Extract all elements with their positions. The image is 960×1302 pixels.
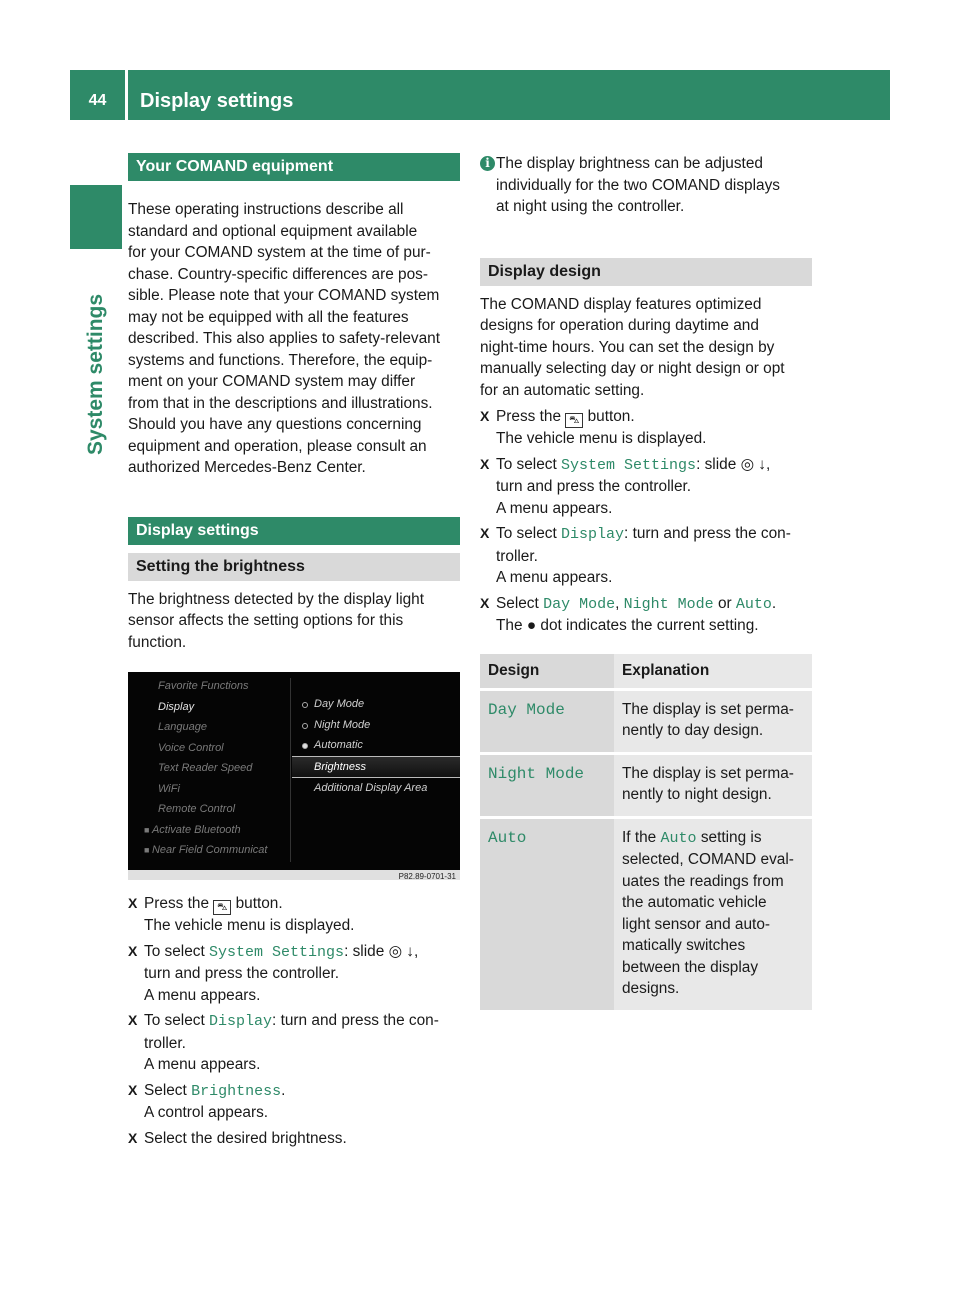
table-row: [480, 689, 812, 753]
cell-line: If the: [622, 828, 657, 846]
step: [128, 893, 460, 937]
text-line: night-time hours. You can set the design by: [480, 338, 775, 356]
menu-code: Night Mode: [623, 595, 714, 613]
design-mode: Night Mode: [488, 764, 585, 783]
table-header-row: [480, 654, 812, 690]
option-label: Automatic: [314, 739, 363, 751]
text-line: equipment and operation, please consult an: [128, 437, 427, 455]
menu-item: [128, 840, 290, 861]
menu-item: Remote Control: [158, 803, 236, 815]
step-text: To select: [144, 1012, 205, 1029]
menu-right: [292, 694, 460, 799]
step-text: : turn and press the con-: [624, 525, 791, 542]
step-arrow-icon: X: [128, 1012, 138, 1028]
menu-item: Favorite Functions: [158, 680, 249, 692]
slide-down-icon: ↓: [406, 942, 414, 960]
menu-left: [128, 676, 290, 861]
menu-code: System Settings: [209, 943, 345, 961]
option-label: Day Mode: [314, 698, 365, 710]
step-text: troller.: [144, 1034, 186, 1052]
step-text: troller.: [496, 547, 538, 565]
step-arrow-icon: X: [128, 895, 138, 911]
text-line: manually selecting day or night design or opt: [480, 360, 785, 377]
step-text: Select: [496, 594, 539, 612]
step-text: .: [281, 1081, 286, 1099]
info-icon: i: [480, 156, 495, 171]
header-divider: [125, 70, 128, 120]
step-arrow-icon: X: [128, 1129, 138, 1146]
cell-line: matically switches: [622, 937, 746, 954]
step-text: A control appears.: [144, 1104, 269, 1121]
step-arrow-icon: X: [480, 455, 490, 472]
step-text: A menu appears.: [496, 569, 613, 586]
menu-option-highlighted: Brightness: [292, 756, 460, 779]
car-icon: ⛍: [565, 413, 583, 428]
equipment-heading: Your COMAND equipment: [128, 153, 460, 181]
text-line: for an automatic setting.: [480, 381, 645, 399]
menu-option: Additional Display Area: [314, 782, 428, 794]
step: [480, 523, 812, 589]
step: [128, 1010, 460, 1076]
cell-line: nently to day design.: [622, 722, 764, 739]
table-cell: [614, 689, 812, 753]
option-label: Night Mode: [314, 718, 371, 731]
brightness-heading: Setting the brightness: [128, 553, 460, 581]
step-text: The vehicle menu is displayed.: [496, 430, 707, 447]
text-line: The display brightness can be adjusted: [496, 155, 763, 172]
text-line: standard and optional equipment available: [128, 222, 418, 240]
menu-code: System Settings: [561, 456, 697, 474]
menu-item-label: Near Field Communicat: [151, 844, 268, 856]
text-line: The COMAND display features optimized: [480, 295, 762, 313]
car-icon: ⛍: [213, 900, 231, 915]
cell-line: between the display: [622, 958, 759, 976]
side-tab-label: System settings: [84, 293, 107, 455]
menu-item: Voice Control: [158, 741, 224, 754]
menu-code: Auto: [660, 829, 697, 847]
step-text: A menu appears.: [144, 986, 261, 1004]
left-column: [128, 153, 460, 1149]
cell-line: setting is: [700, 828, 762, 846]
text-line: may not be equipped with all the features: [128, 308, 409, 326]
text-line: at night using the controller.: [496, 198, 685, 215]
page-number: 44: [88, 92, 107, 109]
table-cell: [480, 817, 614, 1011]
menu-option: [292, 715, 460, 736]
table-cell: [480, 689, 614, 753]
step-text: button.: [235, 895, 283, 912]
step-text: The vehicle menu is displayed.: [144, 917, 355, 934]
step: [128, 1080, 460, 1124]
menu-code: Display: [561, 526, 625, 543]
table-row: [480, 753, 812, 817]
cell-line: The display is set perma-: [622, 764, 794, 782]
step-text: To select: [496, 525, 557, 542]
page-title: Display settings: [140, 90, 294, 112]
step-arrow-icon: X: [128, 1081, 138, 1098]
step-arrow-icon: X: [480, 408, 490, 424]
text-line: chase. Country-specific differences are pos-: [128, 265, 428, 283]
step-arrow-icon: X: [480, 525, 490, 541]
radio-icon: [302, 702, 308, 708]
design-heading: Display design: [480, 258, 812, 286]
left-steps: [128, 893, 460, 1149]
controller-icon: ◎: [740, 455, 754, 473]
radio-icon: [302, 723, 308, 729]
step-arrow-icon: X: [480, 594, 490, 611]
cell-line: selected, COMAND eval-: [622, 851, 794, 868]
radio-selected-icon: [302, 743, 308, 749]
step: X To select System Settings: slide ◎ ↓, turn and press the controller. A menu appears.: [128, 942, 419, 1004]
step-text: Press the: [144, 895, 210, 912]
check-icon: ■: [144, 845, 152, 855]
step-arrow-icon: X: [128, 942, 138, 959]
cell-line: light sensor and auto-: [622, 915, 771, 933]
text-line: authorized Mercedes-Benz Center.: [128, 459, 366, 476]
menu-item: Language: [158, 721, 207, 733]
step-text: Select: [144, 1081, 187, 1099]
text-line: individually for the two COMAND displays: [496, 176, 780, 194]
text-line: function.: [128, 633, 187, 651]
step-text: turn and press the controller.: [496, 478, 692, 495]
display-settings-heading: Display settings: [128, 517, 460, 545]
text-line: from that in the descriptions and illustrations.: [128, 394, 433, 412]
right-column: [480, 153, 812, 1013]
menu-item-selected: Display: [158, 700, 195, 713]
design-table: [480, 654, 812, 1013]
table-row: [480, 817, 812, 1011]
slide-down-icon: ↓: [758, 455, 766, 473]
check-icon: ■: [144, 824, 152, 835]
menu-item: [128, 820, 290, 841]
step-text: A menu appears.: [144, 1056, 261, 1073]
design-mode: Auto: [488, 828, 527, 847]
menu-code: Brightness: [191, 1082, 282, 1100]
menu-option: [292, 735, 460, 756]
text-line: These operating instructions describe all: [128, 201, 404, 218]
step: [480, 406, 812, 450]
brightness-text: [128, 589, 460, 654]
text-line: Should you have any questions concerning: [128, 416, 422, 433]
right-steps: [480, 406, 812, 637]
step: [128, 1128, 460, 1150]
step-text: A menu appears.: [496, 499, 613, 517]
step-text: .: [771, 594, 777, 612]
equipment-text: [128, 199, 460, 479]
design-text: [480, 294, 812, 402]
step-text: : slide: [344, 942, 385, 960]
text-line: systems and functions. Therefore, the equip-: [128, 351, 433, 369]
step: [480, 593, 812, 637]
step-text: The: [496, 617, 523, 634]
table-header: Design: [480, 654, 614, 690]
step-text: : turn and press the con-: [272, 1012, 439, 1029]
step-text: Press the: [496, 408, 562, 425]
menu-item: Text Reader Speed: [158, 762, 253, 774]
step-text: To select: [496, 455, 557, 473]
cell-line: The display is set perma-: [622, 700, 794, 718]
step-text: or: [717, 594, 732, 612]
table-cell: [480, 753, 614, 817]
step-text: button.: [587, 408, 635, 425]
cell-line: nently to night design.: [622, 786, 772, 803]
cell-line: the automatic vehicle: [622, 894, 767, 911]
step-text: turn and press the controller.: [144, 965, 340, 982]
menu-code: Auto: [735, 595, 772, 613]
side-marker: [70, 185, 122, 249]
text-line: described. This also applies to safety-relevant: [128, 330, 440, 347]
text-line: sible. Please note that your COMAND system: [128, 287, 440, 304]
table-header: Explanation: [614, 654, 812, 690]
menu-item: WiFi: [158, 782, 180, 795]
step-text: dot indicates the current setting.: [540, 617, 759, 634]
comand-screenshot: [128, 672, 460, 880]
dot-icon: ●: [526, 617, 537, 634]
controller-icon: ◎: [388, 942, 402, 960]
menu-code: Display: [209, 1013, 273, 1030]
cell-line: uates the readings from: [622, 872, 784, 890]
text-line: designs for operation during daytime and: [480, 317, 759, 334]
text-line: ment on your COMAND system may differ: [128, 373, 416, 390]
step: X To select System Settings: slide ◎ ↓, turn and press the controller. A menu appears.: [480, 455, 771, 517]
menu-divider: [290, 678, 291, 862]
design-mode: Day Mode: [488, 700, 565, 719]
menu-code: Day Mode: [543, 595, 616, 613]
text-line: The brightness detected by the display light: [128, 590, 425, 608]
text-line: for your COMAND system at the time of pur-: [128, 244, 431, 261]
step-text: Select the desired brightness.: [144, 1129, 347, 1147]
table-cell: [614, 753, 812, 817]
step-text: : slide: [696, 455, 737, 473]
step-text: To select: [144, 942, 205, 960]
image-code: P82.89-0701-31: [398, 872, 456, 881]
menu-item-label: Activate Bluetooth: [151, 823, 241, 836]
text-line: sensor affects the setting options for this: [128, 612, 404, 629]
table-cell: [614, 817, 812, 1011]
step-text: ,: [615, 594, 620, 612]
info-note: [480, 153, 812, 218]
cell-line: designs.: [622, 980, 680, 997]
menu-option: [292, 694, 460, 715]
